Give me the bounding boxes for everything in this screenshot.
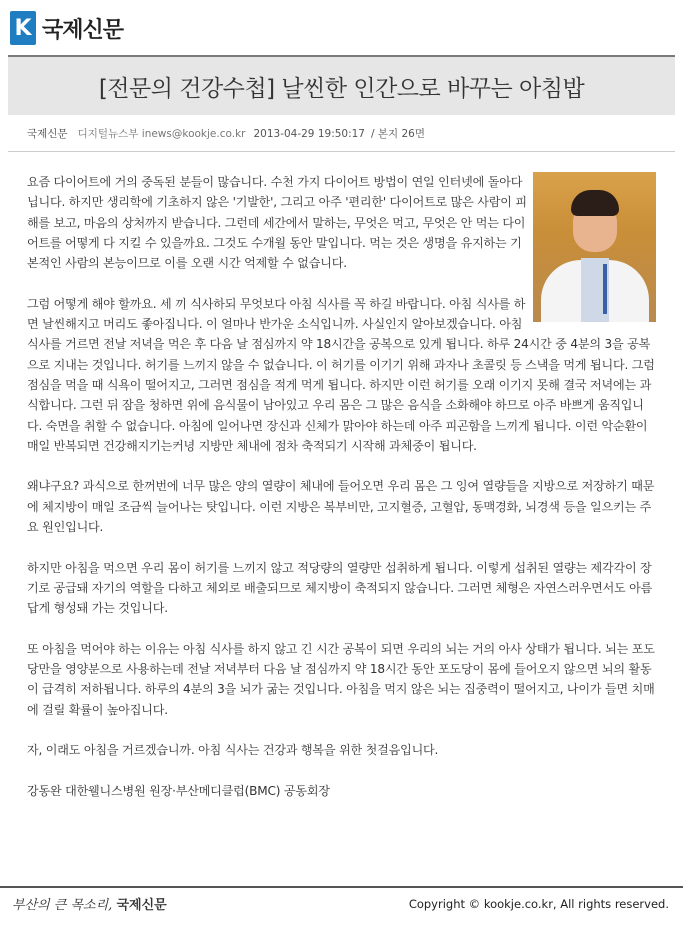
byline-divider bbox=[8, 151, 675, 152]
footer-copyright: Copyright © kookje.co.kr, All rights reserved. bbox=[408, 897, 669, 911]
logo-name: 국제신문 bbox=[42, 17, 124, 43]
paragraph-6: 자, 이래도 아침을 거르겠습니까. 아침 식사는 건강과 행복을 위한 첫걸음입니다. bbox=[27, 743, 439, 758]
logo-k-icon: K bbox=[10, 11, 36, 45]
byline-author: 디지털뉴스부 inews@kookje.co.kr bbox=[77, 128, 246, 140]
footer-divider bbox=[0, 886, 683, 888]
paragraph-3: 왜냐구요? 과식으로 한꺼번에 너무 많은 양의 열량이 체내에 들어오면 우리 몸은 그 잉여 열량들을 지방으로 저장하기 때문에 체지방이 매일 조금씩 늘어나는 탓입니다. 이런 지방은 복부비만, 고지혈증, 고혈압, 동맥경화, 뇌경색 등을 일으키는 주요 원인입니다. bbox=[27, 479, 655, 535]
footer-slogan bbox=[12, 894, 167, 913]
article-title: [전문의 건강수첩] 날씬한 인간으로 바꾸는 아침밥 bbox=[98, 75, 585, 102]
paragraph-2: 그럼 어떻게 해야 할까요. 세 끼 식사하되 무엇보다 아침 식사를 꼭 하길 바랍니다. 아침 식사를 하면 날씬해지고 머리도 좋아집니다. 이 얼마나 반가운 소식입니까. 사실인지 알아보겠습니다. 아침 식사를 거르면 전날 저녁을 먹은 후 다음 날 점심까지 약 18시간을 공복으로 있게 됩니다. 하루 24시간 중 4분의 3을 공복으로 지내는 것입니다. 허기를 느끼지 않을 수 없습니다. 이 허기를 이기기 위해 과자나 초콜릿 등 스낵을 먹게 됩니다. 그럼 점심을 먹을 때 식욕이 떨어지고, 그러면 점심을 적게 먹게 됩니다. 하지만 이런 허기를 오래 이기지 못해 결국 저녁에는 과식합니다. 그런 뒤 잠을 청하면 위에 음식물이 남아있고 우리 몸은 그 많은 음식을 소화해야 하므로 아주 바쁘게 움직입니다. 숙면을 취할 수 없습니다. 아침에 일어나면 장신과 신체가 맑아야 하는데 아주 피곤함을 느끼게 됩니다. 이런 악순환이 매일 반복되면 건강해지기는커녕 지방만 체내에 점차 축적되기 시작해 과체중이 됩니다. bbox=[27, 296, 655, 453]
article-body bbox=[27, 172, 657, 822]
paragraph-5: 또 아침을 먹어야 하는 이유는 아침 식사를 하지 않고 긴 시간 공복이 되면 우리의 뇌는 거의 아사 상태가 됩니다. 뇌는 포도당만을 영양분으로 사용하는데 전날 저녁부터 다음 날 점심까지 약 18시간 동안 포도당이 몸에 들어오지 않으면 뇌의 활동이 급격히 저하됩니다. 하루의 4분의 3을 뇌가 굶는 것입니다. 아침을 먹지 않은 뇌는 집중력이 떨어지고, 나이가 들면 치매에 걸릴 확률이 높아집니다. bbox=[27, 641, 655, 717]
byline-page: / 본지 26면 bbox=[371, 128, 426, 140]
paragraph-1: 요즘 다이어트에 거의 중독된 분들이 많습니다. 수천 가지 다이어트 방법이 연일 인터넷에 돌아다닙니다. 하지만 생리학에 기초하지 않은 '기발한', 그리고 아주 '편리한' 다이어트로 많은 사람이 피해를 보고, 마음의 상처까지 받습니다. 그런데 세간에서 말하는, 무엇은 먹고, 무엇은 안 먹는 다이어트를 어떻게 다 지킬 수 있을까요. 그것도 수개월 동안 말입니다. 먹는 것은 생명을 유지하는 기본적인 사람의 본능이므로 이를 오랜 시간 억제할 수 없습니다. bbox=[27, 175, 527, 271]
author-signature: 강동완 대한웰니스병원 원장·부산메디클럽(BMC) 공동회장 bbox=[27, 783, 330, 798]
byline-source: 국제신문 bbox=[27, 128, 68, 140]
byline bbox=[27, 126, 425, 141]
byline-datetime: 2013-04-29 19:50:17 bbox=[253, 127, 365, 140]
paragraph-4: 하지만 아침을 먹으면 우리 몸이 허기를 느끼지 않고 적당량의 열량만 섭취하게 됩니다. 이렇게 섭취된 열량는 제각각이 장기로 공급돼 자기의 역할을 다하고 체외로 배출되므로 체지방이 축적되지 않습니다. 그러면 체형은 자연스러우면서도 아름답게 형성돼 가는 것입니다. bbox=[27, 560, 653, 616]
masthead bbox=[10, 8, 123, 48]
title-bar bbox=[8, 55, 675, 115]
footer-slogan-text: 부산의 큰 목소리, bbox=[12, 898, 113, 913]
footer-brand: 국제신문 bbox=[116, 898, 167, 913]
